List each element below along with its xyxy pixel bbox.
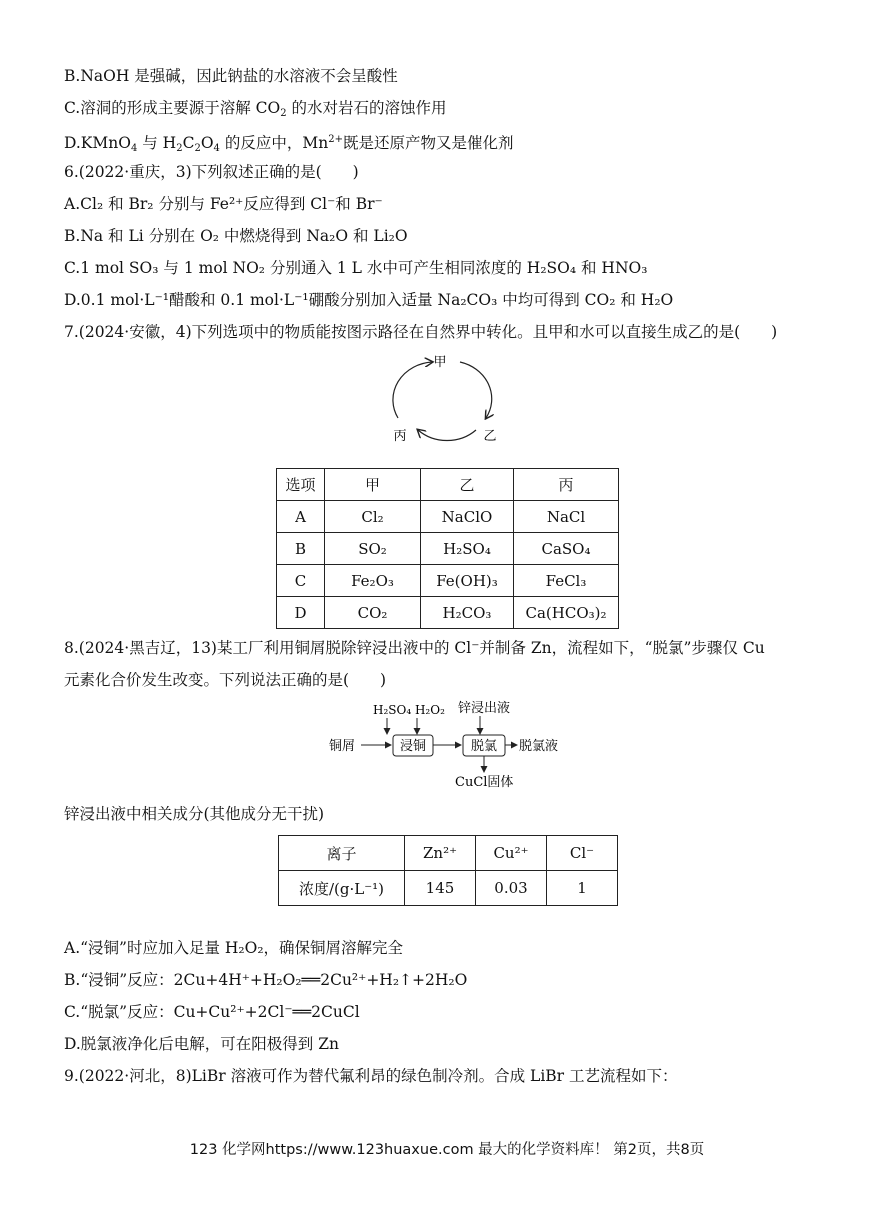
table-header-cell: 甲 xyxy=(325,469,421,501)
flow-output: 脱氯液 xyxy=(519,739,559,754)
table-cell: 浓度/(g·L⁻¹) xyxy=(279,871,405,906)
flow-copper-scrap: 铜屑 xyxy=(329,739,356,754)
table-row xyxy=(277,597,619,629)
q7-options-table xyxy=(276,468,619,629)
table-header-cell: Cl⁻ xyxy=(547,836,618,871)
table-cell: Fe(OH)₃ xyxy=(421,565,514,597)
table-header-cell: 丙 xyxy=(514,469,619,501)
q8-stem-line2: 元素化合价发生改变。下列说法正确的是( ) xyxy=(64,671,387,689)
table-header-row xyxy=(277,469,619,501)
q5-option-d: D.KMnO$_4$ 与 $H_2C_2O_4$ 的反应中，$Mn^{2+}$既是还原产物又是催化剂 xyxy=(64,134,514,154)
table-cell: 0.03 xyxy=(476,871,547,906)
table-cell: SO₂ xyxy=(325,533,421,565)
q6-option-d: D.0.1 mol·L⁻¹醋酸和 0.1 mol·L⁻¹硼酸分别加入适量 Na₂CO₃ 中均可得到 CO₂ 和 H₂O xyxy=(64,291,674,309)
q8-process-flow-diagram xyxy=(325,698,585,792)
table-cell: C xyxy=(277,565,325,597)
q8-stem-line1: 8.(2024·黑吉辽，13)某工厂利用铜屑脱除锌浸出液中的 Cl⁻并制备 Zn，流程如下，“脱氯”步骤仅 Cu xyxy=(64,639,765,657)
table-cell: 1 xyxy=(547,871,618,906)
cycle-label-jia: 甲 xyxy=(433,355,447,370)
q8-option-d: D.脱氯液净化后电解，可在阳极得到 Zn xyxy=(64,1035,339,1053)
q6-stem: 6.(2022·重庆，3)下列叙述正确的是( ) xyxy=(64,163,359,181)
flow-solid-product: CuCl固体 xyxy=(455,775,514,790)
cycle-label-yi: 乙 xyxy=(483,429,497,444)
table-cell: H₂SO₄ xyxy=(421,533,514,565)
cycle-label-bing: 丙 xyxy=(393,429,407,444)
table-header-cell: Zn²⁺ xyxy=(405,836,476,871)
q7-stem: 7.(2024·安徽，4)下列选项中的物质能按图示路径在自然界中转化。且甲和水可以直接生成乙的是( ) xyxy=(64,323,778,341)
page-footer: 123 化学网https://www.123huaxue.com 最大的化学资料库！ 第2页，共8页 xyxy=(189,1142,705,1158)
table-header-cell: 离子 xyxy=(279,836,405,871)
table-row xyxy=(277,533,619,565)
q9-stem: 9.(2022·河北，8)LiBr 溶液可作为替代氟利昂的绿色制冷剂。合成 LiBr 工艺流程如下： xyxy=(64,1067,678,1085)
table-cell: FeCl₃ xyxy=(514,565,619,597)
q6-option-a: A.Cl₂ 和 Br₂ 分别与 Fe²⁺反应得到 Cl⁻和 Br⁻ xyxy=(64,195,383,213)
q5-option-c: C.溶洞的形成主要源于溶解 $CO_2$ 的水对岩石的溶蚀作用 xyxy=(64,99,447,119)
flow-box2-label: 脱氯 xyxy=(470,739,498,754)
table-cell: CO₂ xyxy=(325,597,421,629)
q8-table-caption: 锌浸出液中相关成分(其他成分无干扰) xyxy=(64,805,325,823)
table-header-cell: 选项 xyxy=(277,469,325,501)
flow-box1-label: 浸铜 xyxy=(399,739,427,754)
q5-option-b: B.NaOH 是强碱，因此钠盐的水溶液不会呈酸性 xyxy=(64,67,398,85)
table-row xyxy=(279,871,618,906)
table-cell: B xyxy=(277,533,325,565)
flow-reagents: H₂SO₄ H₂O₂ xyxy=(373,703,445,717)
q8-option-b: B.“浸铜”反应：2Cu+4H⁺+H₂O₂══2Cu²⁺+H₂↑+2H₂O xyxy=(64,971,468,989)
flow-zinc-leach: 锌浸出液 xyxy=(458,701,511,716)
table-header-cell: Cu²⁺ xyxy=(476,836,547,871)
table-cell: A xyxy=(277,501,325,533)
q7-cycle-diagram xyxy=(380,350,510,450)
table-cell: Cl₂ xyxy=(325,501,421,533)
table-header-cell: 乙 xyxy=(421,469,514,501)
table-cell: CaSO₄ xyxy=(514,533,619,565)
table-cell: NaCl xyxy=(514,501,619,533)
q6-option-b: B.Na 和 Li 分别在 O₂ 中燃烧得到 Na₂O 和 Li₂O xyxy=(64,227,408,245)
q8-option-c: C.“脱氯”反应：Cu+Cu²⁺+2Cl⁻══2CuCl xyxy=(64,1003,360,1021)
table-cell: Ca(HCO₃)₂ xyxy=(514,597,619,629)
table-cell: 145 xyxy=(405,871,476,906)
table-cell: Fe₂O₃ xyxy=(325,565,421,597)
table-cell: H₂CO₃ xyxy=(421,597,514,629)
q8-ion-table xyxy=(278,835,618,906)
table-row xyxy=(277,565,619,597)
table-row xyxy=(277,501,619,533)
table-cell: NaClO xyxy=(421,501,514,533)
q6-option-c: C.1 mol SO₃ 与 1 mol NO₂ 分别通入 1 L 水中可产生相同浓度的 H₂SO₄ 和 HNO₃ xyxy=(64,259,648,277)
table-cell: D xyxy=(277,597,325,629)
q8-option-a: A.“浸铜”时应加入足量 H₂O₂，确保铜屑溶解完全 xyxy=(64,939,404,957)
table-header-row xyxy=(279,836,618,871)
